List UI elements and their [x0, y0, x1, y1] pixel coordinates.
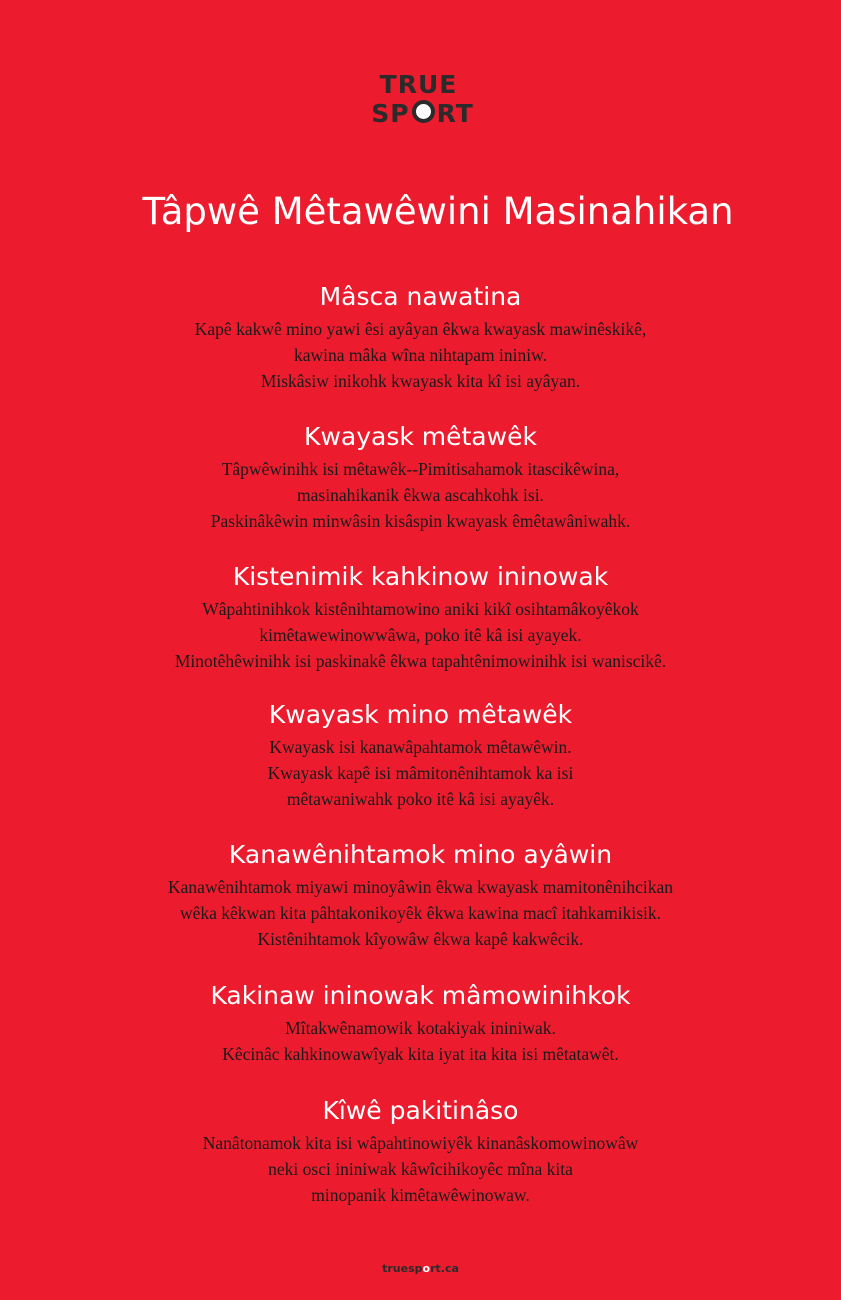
page-title: Tâpwê Mêtawêwini Masinahikan: [142, 190, 734, 233]
section-line: Kanawênihtamok miyawi minoyâwin êkwa kwayask mamitonênihcikan: [168, 877, 673, 898]
section-body: [0, 1015, 841, 1067]
section-line: Nanâtonamok kita isi wâpahtinowiyêk kinanâskomowinowâw: [202, 1133, 639, 1154]
true-sport-logo: [0, 72, 841, 126]
section-body: [0, 456, 841, 534]
section-body: [0, 734, 841, 812]
footer-url-part-c: rt.ca: [430, 1262, 459, 1275]
section-heading: Kwayask mêtawêk: [304, 422, 537, 451]
logo-word-sport: [4, 100, 841, 126]
section-body: [0, 316, 841, 394]
section-kistenimik-kahkinow-ininowak: [0, 561, 841, 674]
section-line: Kwayask isi kanawâpahtamok mêtawêwin.: [269, 737, 572, 758]
section-body: [0, 1130, 841, 1208]
section-line: masinahikanik êkwa ascahkohk isi.: [297, 485, 544, 506]
section-line: Mîtakwênamowik kotakiyak ininiwak.: [285, 1018, 556, 1039]
section-line: Kistênihtamok kîyowâw êkwa kapê kakwêcik.: [257, 929, 584, 950]
section-line: Kapê kakwê mino yawi êsi ayâyan êkwa kwayask mawinêskikê,: [194, 319, 647, 340]
section-line: Minotêhêwinihk isi paskinakê êkwa tapahtênimowinihk isi waniscikê.: [174, 651, 667, 672]
section-heading: Kanawênihtamok mino ayâwin: [228, 840, 613, 869]
section-kwayask-metawek: [0, 421, 841, 534]
section-heading: Kwayask mino mêtawêk: [268, 700, 573, 729]
section-body: [0, 596, 841, 674]
logo-word-sport-b: RT: [436, 99, 474, 128]
section-heading: Kistenimik kahkinow ininowak: [232, 562, 609, 591]
section-line: kimêtawewinowwâwa, poko itê kâ isi ayayek.: [259, 625, 582, 646]
section-line: minopanik kimêtawêwinowaw.: [311, 1185, 530, 1206]
section-kwayask-mino-metawek: [0, 699, 841, 812]
section-line: Tâpwêwinihk isi mêtawêk--Pimitisahamok itascikêwina,: [221, 459, 620, 480]
footer-url[interactable]: [0, 1262, 841, 1275]
section-line: kawina mâka wîna nihtapam ininiw.: [293, 345, 548, 366]
section-line: wêka kêkwan kita pâhtakonikoyêk êkwa kawina macî itahkamikisik.: [179, 903, 662, 924]
footer-url-part-a: truesp: [382, 1262, 423, 1275]
section-line: Kwayask kapê isi mâmitonênihtamok ka isi: [267, 763, 574, 784]
logo-target-icon: [412, 100, 435, 123]
logo-word-true: TRUE: [379, 70, 458, 99]
section-kakinaw-ininowak-mamowinihkok: [0, 980, 841, 1067]
section-masca-nawatina: [0, 281, 841, 394]
section-line: mêtawaniwahk poko itê kâ isi ayayêk.: [286, 789, 555, 810]
section-heading: Kakinaw ininowak mâmowinihkok: [210, 981, 631, 1010]
section-line: Kêcinâc kahkinowawîyak kita iyat ita kita isi mêtatawêt.: [222, 1044, 619, 1065]
section-line: Miskâsiw inikohk kwayask kita kî isi ayâyan.: [260, 371, 581, 392]
section-kanawenihtamok-mino-ayawin: [0, 839, 841, 952]
section-heading: Kîwê pakitinâso: [322, 1096, 519, 1125]
section-line: Paskinâkêwin minwâsin kisâspin kwayask êmêtawâniwahk.: [210, 511, 631, 532]
section-line: Wâpahtinihkok kistênihtamowino aniki kikî osihtamâkoyêkok: [202, 599, 639, 620]
footer-url-part-b: o: [422, 1262, 431, 1275]
section-kiwe-pakitinaso: [0, 1095, 841, 1208]
section-heading: Mâsca nawatina: [319, 282, 522, 311]
logo-word-sport-a: SP: [371, 99, 410, 128]
section-line: neki osci ininiwak kâwîcihikoyêc mîna kita: [268, 1159, 573, 1180]
section-body: [0, 874, 841, 952]
